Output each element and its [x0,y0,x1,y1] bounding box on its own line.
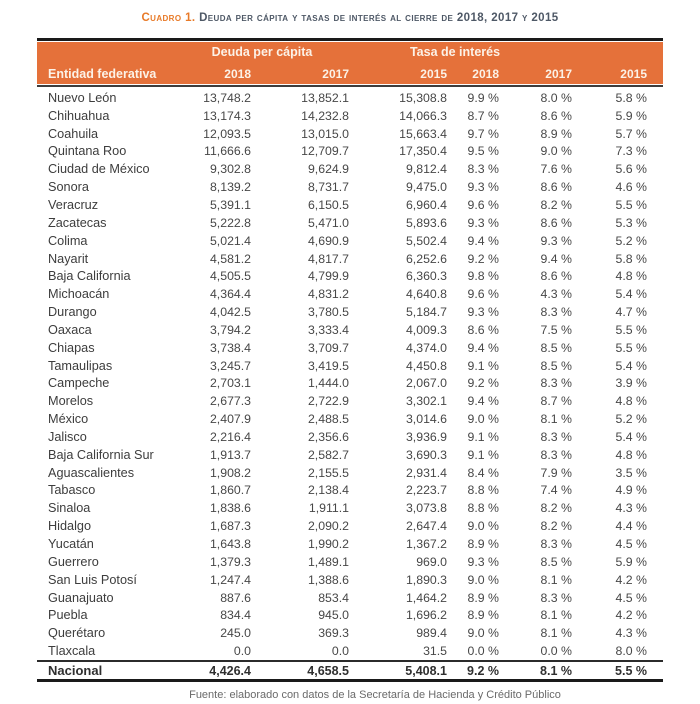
value-cell: 2,223.7 [405,483,447,498]
table-row [37,464,663,482]
table-row [37,446,663,464]
table-header [37,42,663,84]
value-cell: 5,471.0 [307,215,349,230]
value-cell: 1,367.2 [405,537,447,552]
table-row [37,392,663,410]
entity-cell: Durango [48,305,97,320]
value-cell: 1,838.6 [209,501,251,516]
entity-cell: Zacatecas [48,215,107,230]
value-cell: 8.3 % [540,590,572,605]
value-cell: 2,407.9 [209,412,251,427]
value-cell: 9,624.9 [307,162,349,177]
year-header-deuda-2015: 2015 [420,66,447,81]
value-cell: 3,302.1 [405,394,447,409]
value-cell: 9.3 % [467,305,499,320]
entity-cell: Nuevo León [48,90,117,105]
value-cell: 1,247.4 [209,572,251,587]
total-deuda-2015: 5,408.1 [405,663,447,678]
value-cell: 1,860.7 [209,483,251,498]
value-cell: 5.3 % [615,215,647,230]
value-cell: 9.3 % [467,554,499,569]
value-cell: 2,067.0 [405,376,447,391]
value-cell: 8.9 % [467,590,499,605]
table-row [37,589,663,607]
entity-cell: Quintana Roo [48,144,127,159]
year-header-tasa-2015: 2015 [620,66,647,81]
value-cell: 945.0 [318,608,349,623]
value-cell: 17,350.4 [399,144,447,159]
table-row [37,624,663,642]
entity-cell: Puebla [48,608,88,623]
entity-cell: Chiapas [48,340,95,355]
value-cell: 5.8 % [615,251,647,266]
value-cell: 8.6 % [540,180,572,195]
table-row [37,267,663,285]
value-cell: 4,374.0 [405,340,447,355]
value-cell: 13,748.2 [203,90,251,105]
table-row [37,89,663,107]
value-cell: 3,794.2 [209,322,251,337]
value-cell: 1,489.1 [307,554,349,569]
value-cell: 4.3 % [540,287,572,302]
column-header-row [37,63,663,84]
value-cell: 8.6 % [540,108,572,123]
group-header-deuda: Deuda per cápita [211,45,313,59]
total-tasa-2015: 5.5 % [615,663,647,678]
value-cell: 5.4 % [615,429,647,444]
value-cell: 2,582.7 [307,447,349,462]
value-cell: 4.4 % [615,519,647,534]
value-cell: 9.0 % [467,572,499,587]
value-cell: 9.1 % [467,429,499,444]
value-cell: 0.0 [331,644,349,659]
value-cell: 9.4 % [467,340,499,355]
value-cell: 5,222.8 [209,215,251,230]
table-row [37,357,663,375]
value-cell: 5,893.6 [405,215,447,230]
value-cell: 5.8 % [615,90,647,105]
value-cell: 13,852.1 [301,90,349,105]
year-header-tasa-2018: 2018 [472,66,499,81]
value-cell: 7.5 % [540,322,572,337]
value-cell: 6,252.6 [405,251,447,266]
value-cell: 5.9 % [615,554,647,569]
value-cell: 14,232.8 [301,108,349,123]
table [37,38,663,701]
value-cell: 4,505.5 [209,269,251,284]
total-label: Nacional [48,663,103,678]
value-cell: 4.2 % [615,608,647,623]
value-cell: 5.6 % [615,162,647,177]
value-cell: 8.1 % [540,572,572,587]
value-cell: 4.7 % [615,305,647,320]
value-cell: 1,379.3 [209,554,251,569]
value-cell: 9.0 % [540,144,572,159]
value-cell: 12,709.7 [301,144,349,159]
value-cell: 3.9 % [615,376,647,391]
value-cell: 3,014.6 [405,412,447,427]
value-cell: 8.8 % [467,483,499,498]
value-cell: 887.6 [220,590,251,605]
value-cell: 4.3 % [615,626,647,641]
entity-cell: San Luis Potosí [48,572,137,587]
value-cell: 8.9 % [540,126,572,141]
value-cell: 8,139.2 [209,180,251,195]
value-cell: 8.2 % [540,197,572,212]
value-cell: 11,666.6 [204,144,251,159]
value-cell: 8.1 % [540,626,572,641]
entity-cell: Baja California [48,269,131,284]
table-number-label: Cuadro 1. [141,12,196,24]
value-cell: 5.2 % [615,412,647,427]
value-cell: 5,391.1 [209,197,251,212]
value-cell: 7.3 % [615,144,647,159]
value-cell: 1,464.2 [405,590,447,605]
value-cell: 9.0 % [467,412,499,427]
value-cell: 15,308.8 [399,90,447,105]
table-body [37,89,663,660]
value-cell: 4.8 % [615,269,647,284]
value-cell: 4,042.5 [209,305,251,320]
total-deuda-2017: 4,658.5 [307,663,349,678]
value-cell: 9,475.0 [405,180,447,195]
table-row [37,160,663,178]
value-cell: 9.8 % [467,269,499,284]
entity-cell: Michoacán [48,287,110,302]
value-cell: 3,245.7 [209,358,251,373]
entity-cell: Hidalgo [48,519,92,534]
value-cell: 9.2 % [467,376,499,391]
value-cell: 5,021.4 [209,233,251,248]
entity-cell: Colima [48,233,88,248]
value-cell: 8.5 % [540,554,572,569]
value-cell: 31.5 [423,644,447,659]
value-cell: 5.5 % [615,322,647,337]
entity-cell: Querétaro [48,626,106,641]
entity-cell: Baja California Sur [48,447,154,462]
value-cell: 834.4 [220,608,251,623]
value-cell: 3,738.4 [209,340,251,355]
group-header-tasa: Tasa de interés [409,45,501,59]
value-cell: 9.4 % [540,251,572,266]
table-row [37,517,663,535]
entity-cell: Ciudad de México [48,162,150,177]
value-cell: 969.0 [416,554,447,569]
value-cell: 4.9 % [615,483,647,498]
value-cell: 8.0 % [615,644,647,659]
value-cell: 9.0 % [467,626,499,641]
value-cell: 4.5 % [615,537,647,552]
entity-cell: Sinaloa [48,501,91,516]
table-row [37,214,663,232]
value-cell: 8.3 % [540,305,572,320]
value-cell: 4.3 % [615,501,647,516]
value-cell: 9.4 % [467,233,499,248]
value-cell: 4,817.7 [307,251,349,266]
table-top-rule [37,38,663,41]
value-cell: 12,093.5 [203,126,251,141]
entity-cell: Tlaxcala [48,644,96,659]
table-row [37,339,663,357]
value-cell: 1,908.2 [209,465,251,480]
value-cell: 1,913.7 [209,447,251,462]
value-cell: 9,812.4 [405,162,447,177]
value-cell: 6,150.5 [307,197,349,212]
total-deuda-2018: 4,426.4 [209,663,251,678]
value-cell: 9.6 % [467,287,499,302]
entity-cell: Sonora [48,180,89,195]
value-cell: 4,364.4 [209,287,251,302]
value-cell: 0.0 % [540,644,572,659]
value-cell: 8.3 % [540,376,572,391]
value-cell: 3,073.8 [405,501,447,516]
entity-cell: Aguascalientes [48,465,135,480]
value-cell: 2,677.3 [209,394,251,409]
value-cell: 0.0 [233,644,251,659]
value-cell: 3,333.4 [307,322,349,337]
value-cell: 9.5 % [467,144,499,159]
value-cell: 5,184.7 [405,305,447,320]
table-row [37,143,663,161]
value-cell: 1,643.8 [209,537,251,552]
value-cell: 8.9 % [467,608,499,623]
value-cell: 2,138.4 [307,483,349,498]
value-cell: 4,831.2 [307,287,349,302]
value-cell: 9.1 % [467,447,499,462]
value-cell: 4,009.3 [405,322,447,337]
table-row [37,375,663,393]
value-cell: 1,990.2 [307,537,349,552]
entity-cell: Tabasco [48,483,96,498]
value-cell: 9.2 % [467,251,499,266]
table-row [37,196,663,214]
value-cell: 8.6 % [540,269,572,284]
value-cell: 1,687.3 [209,519,251,534]
value-cell: 989.4 [416,626,447,641]
table-row [37,606,663,624]
table-row [37,232,663,250]
value-cell: 9.6 % [467,197,499,212]
value-cell: 8.3 % [540,447,572,462]
value-cell: 5.5 % [615,197,647,212]
entity-cell: Oaxaca [48,322,92,337]
table-row [37,428,663,446]
value-cell: 853.4 [318,590,349,605]
value-cell: 9.3 % [467,215,499,230]
value-cell: 369.3 [318,626,349,641]
value-cell: 3.5 % [615,465,647,480]
value-cell: 7.4 % [540,483,572,498]
table-row [37,321,663,339]
value-cell: 4,581.2 [209,251,251,266]
value-cell: 8.5 % [540,340,572,355]
value-cell: 1,444.0 [307,376,349,391]
entity-cell: Guanajuato [48,590,114,605]
value-cell: 2,488.5 [307,412,349,427]
value-cell: 5.2 % [615,233,647,248]
value-cell: 15,663.4 [399,126,447,141]
value-cell: 9.4 % [467,394,499,409]
table-row [37,410,663,428]
value-cell: 3,780.5 [307,305,349,320]
entity-cell: Jalisco [48,429,87,444]
table-row [37,250,663,268]
table-row [37,482,663,500]
value-cell: 4,450.8 [405,358,447,373]
value-cell: 3,690.3 [405,447,447,462]
value-cell: 8.1 % [540,608,572,623]
total-tasa-2017: 8.1 % [540,663,572,678]
value-cell: 1,696.2 [405,608,447,623]
page-title [0,11,700,26]
entity-cell: Morelos [48,394,94,409]
total-tasa-2018: 9.2 % [467,663,499,678]
value-cell: 1,911.1 [308,501,349,516]
value-cell: 5.5 % [615,340,647,355]
entity-cell: Chihuahua [48,108,110,123]
value-cell: 2,216.4 [209,429,251,444]
table-row [37,107,663,125]
value-cell: 2,722.9 [307,394,349,409]
table-row [37,285,663,303]
value-cell: 3,419.5 [307,358,349,373]
table-row [37,571,663,589]
value-cell: 4.6 % [615,180,647,195]
value-cell: 6,360.3 [405,269,447,284]
table-title-text: Deuda per cápita y tasas de interés al cierre de 2018, 2017 y 2015 [199,12,559,24]
value-cell: 4.8 % [615,394,647,409]
value-cell: 8.3 % [540,429,572,444]
value-cell: 8.1 % [540,412,572,427]
year-header-deuda-2017: 2017 [322,66,349,81]
value-cell: 8.9 % [467,537,499,552]
entity-column-header: Entidad federativa [48,66,157,81]
value-cell: 5.4 % [615,358,647,373]
value-cell: 2,090.2 [307,519,349,534]
value-cell: 9.3 % [540,233,572,248]
value-cell: 9.0 % [467,519,499,534]
entity-cell: Veracruz [48,197,99,212]
value-cell: 2,931.4 [405,465,447,480]
year-header-tasa-2017: 2017 [545,66,572,81]
value-cell: 9.7 % [467,126,499,141]
total-row [37,660,663,682]
value-cell: 8.2 % [540,501,572,516]
value-cell: 9.1 % [467,358,499,373]
value-cell: 7.6 % [540,162,572,177]
value-cell: 8.7 % [467,108,499,123]
value-cell: 4.8 % [615,447,647,462]
table-row [37,553,663,571]
value-cell: 8.6 % [467,322,499,337]
value-cell: 3,709.7 [307,340,349,355]
value-cell: 8.2 % [540,519,572,534]
value-cell: 4,690.9 [307,233,349,248]
value-cell: 9.9 % [467,90,499,105]
year-header-deuda-2018: 2018 [224,66,251,81]
value-cell: 8.8 % [467,501,499,516]
value-cell: 8.6 % [540,215,572,230]
value-cell: 4,799.9 [307,269,349,284]
value-cell: 13,015.0 [301,126,349,141]
value-cell: 4.2 % [615,572,647,587]
entity-cell: México [48,412,89,427]
value-cell: 9,302.8 [209,162,251,177]
table-row [37,535,663,553]
value-cell: 9.3 % [467,180,499,195]
value-cell: 8.5 % [540,358,572,373]
value-cell: 1,388.6 [307,572,349,587]
value-cell: 7.9 % [540,465,572,480]
value-cell: 8.4 % [467,465,499,480]
value-cell: 1,890.3 [405,572,447,587]
value-cell: 13,174.3 [203,108,251,123]
value-cell: 2,155.5 [307,465,349,480]
entity-cell: Coahuila [48,126,99,141]
entity-cell: Guerrero [48,554,99,569]
value-cell: 5.9 % [615,108,647,123]
entity-cell: Yucatán [48,537,94,552]
table-row [37,303,663,321]
group-header-row [37,42,663,63]
value-cell: 4.5 % [615,590,647,605]
value-cell: 8.7 % [540,394,572,409]
value-cell: 245.0 [220,626,251,641]
value-cell: 3,936.9 [405,429,447,444]
table-row [37,178,663,196]
value-cell: 5.7 % [615,126,647,141]
value-cell: 2,647.4 [405,519,447,534]
table-row [37,499,663,517]
value-cell: 8.0 % [540,90,572,105]
value-cell: 5,502.4 [405,233,447,248]
entity-cell: Tamaulipas [48,358,113,373]
table-row [37,642,663,660]
value-cell: 8.3 % [467,162,499,177]
value-cell: 2,703.1 [209,376,251,391]
header-bottom-rule [37,85,663,87]
table-row [37,125,663,143]
value-cell: 8,731.7 [307,180,349,195]
value-cell: 8.3 % [540,537,572,552]
value-cell: 4,640.8 [405,287,447,302]
value-cell: 6,960.4 [405,197,447,212]
value-cell: 14,066.3 [399,108,447,123]
entity-cell: Nayarit [48,251,89,266]
value-cell: 2,356.6 [307,429,349,444]
entity-cell: Campeche [48,376,110,391]
value-cell: 0.0 % [467,644,499,659]
footnote-clipped: Fuente: elaborado con datos de la Secretaría de Hacienda y Crédito Público [189,689,561,701]
value-cell: 5.4 % [615,287,647,302]
